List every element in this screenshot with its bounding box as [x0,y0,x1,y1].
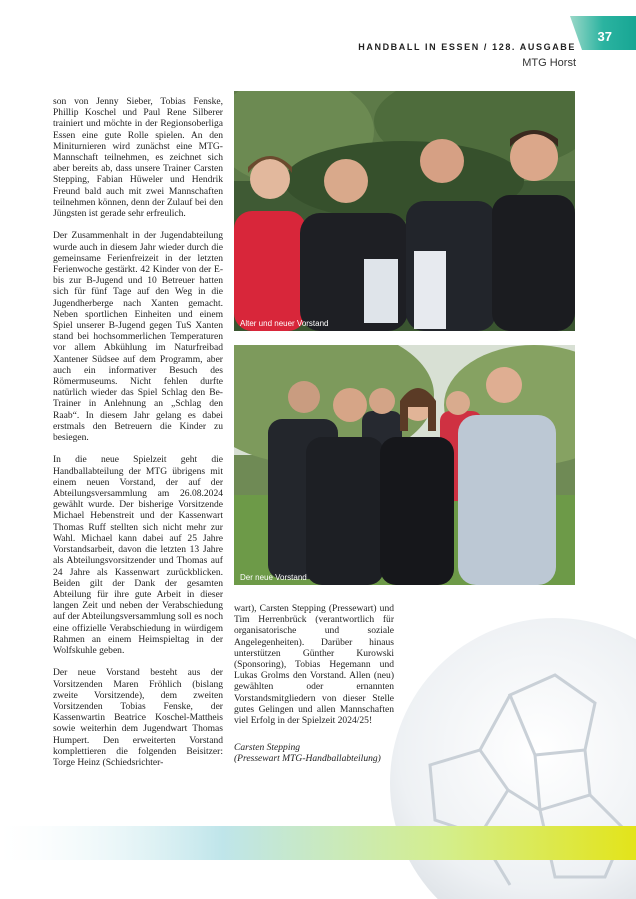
author-name: Carsten Stepping [234,742,301,754]
paragraph: In die neue Spielzeit geht die Handballabteilung der MTG übrigens mit einem neuen Vorstand, der auf der Abteilungsversammlung am 26.08.2024 gewählt wurde. Der bisherige Vorsitzende Michael Hebenstreit und der Kassenwart Thomas Ruff stellten sich nicht mehr zur Wahl. Michael kann dabei auf 25 Jahre Vorstandsarbeit, davon die letzten 13 Jahre als Abteilungsvorsitzender und Thomas auf 24 Jahre als Kassenwart zurückblicken. Beiden gilt der Dank der gesamten Abteilung für ihre gute Arbeit in dieser langen Zeit und neben der Verabschiedung auf der Abteilungsversammlung soll es noch eine offizielle Verabschiedung in würdigem Rahmen an einem Heimspieltag in der Wolfskuhle geben. [53,454,223,656]
photo-caption: Der neue Vorstand [240,573,307,582]
author-signature [234,742,394,764]
photo-old-and-new-board [234,91,575,331]
paragraph: wart), Carsten Stepping (Pressewart) und Tim Herrenbrück (verantwortlich für organisatorische und soziale Angelegenheiten). Darüber hinaus unterstützen Günther Kurowski (Sponsoring), Tobias Hegemann und Lukas Grolms den Vorstand. Allen (neu) gewählten oder ernannten Vorstandsmitgliedern von dieser Stelle gutes Gelingen und allen Mannschaften viel Erfolg in der Spielzeit 2024/25! [234,603,394,727]
author-role: (Pressewart MTG-Handballabteilung) [234,753,381,765]
article-column-right [234,603,394,765]
decorative-color-stripe [0,826,636,860]
club-name: MTG Horst [522,57,576,69]
page-number: 37 [597,29,612,44]
paragraph: son von Jenny Sieber, Tobias Fenske, Phillip Koschel und Paul Rene Silberer trainiert und möchte in der Regionsoberliga Essen eine gute Rolle spielen. An den Miniturnieren wird zunächst eine MTG-Mannschaft teilnehmen, es zeichnet sich aber bereits ab, dass unsere Trainer Carsten Stepping, Fabian Hüweler und Hendrik Freund bald auch mit zwei Mannschaften teilnehmen können, denn der Zulauf bei den Jüngsten ist gerade sehr erfreulich. [53,96,223,220]
paragraph: Der Zusammenhalt in der Jugendabteilung wurde auch in diesem Jahr wieder durch die gemeinsame Ferienfreizeit in der letzten Ferienwoche gestärkt. 42 Kinder von der E- bis zur B-Jugend und 10 Betreuer hatten sich für fünf Tage auf den Weg in die Jugendherberge nach Xanten gemacht. Neben sportlichen Einheiten und einem Spiel unserer B-Jugend gegen TuS Xanten stand bei hochsommerlichen Temperaturen vor allem Abkühlung im Naturfreibad Xantener Südsee auf dem Programm, aber auch ein informativer Besuch des Römermuseums. Nicht fehlen durfte natürlich wieder das Spiel Schlag den Be-Trainer in Anlehnung an „Schlag den Raab“. In diesem Jahr gelang es dabei erstmals den Betreuern die Kinder zu besiegen. [53,230,223,444]
photo-new-board [234,345,575,585]
paragraph: Der neue Vorstand besteht aus der Vorsitzenden Maren Fröhlich (bislang zweite Vorsitzende), dem zweiten Vorsitzenden Tobias Fenske, der Kassenwartin Beatrice Koschel-Mattheis sowie weiterhin dem Jugendwart Thomas Humpert. Den erweiterten Vorstand komplettieren die folgenden Beisitzer: Torge Heinz (Schiedsrichter- [53,667,223,768]
photo-caption: Alter und neuer Vorstand [240,319,329,328]
magazine-kicker: HANDBALL IN ESSEN / 128. AUSGABE [358,42,576,52]
article-column-left [53,96,223,779]
